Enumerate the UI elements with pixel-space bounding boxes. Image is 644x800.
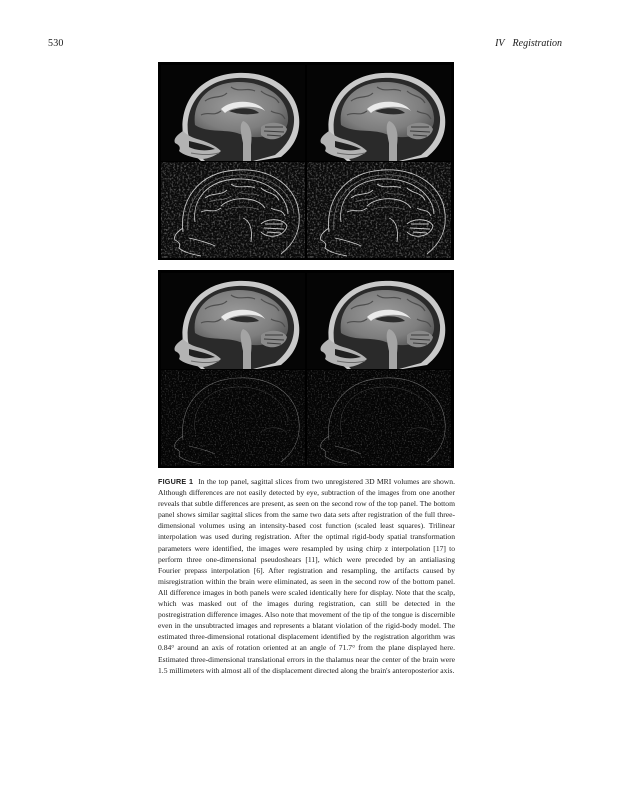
mri-panel-top-graphic [158, 62, 454, 260]
running-head-section: Registration [512, 38, 562, 49]
mri-slice-bottom-right [307, 273, 451, 369]
figure-panel-unregistered [158, 62, 454, 260]
mri-slice-top-left [161, 65, 305, 161]
mri-slice-bottom-left [161, 273, 305, 369]
figure-panel-registered [158, 270, 454, 468]
figure-caption [158, 476, 455, 676]
difference-image-bottom-left [161, 370, 305, 466]
figure-caption-text: In the top panel, sagittal slices from two unregistered 3D MRI volumes are shown. Although differences are not easily detected by eye, subtraction of the images from one another reveals that subtle differences are present, as seen on the second row of the top panel. The bottom panel shows similar sagittal slices from the same two data sets after registration of the full three-dimensional volumes using an intensity-based cost function (scaled least squares). Trilinear interpolation was used during registration. After the optimal rigid-body spatial transformation parameters were identified, the images were resampled by using chirp z interpolation [17] to perform three one-dimensional pseudoshears [11], which were preceded by an antialiasing Fourier prepass interpolation [6]. After registration and resampling, the artifacts caused by misregistration within the brain were eliminated, as seen in the second row of the bottom panel. All difference images in both panels were scaled identically here for display. Note that the scalp, which was masked out of the images during registration, can still be detected in the postregistration difference images. Also note that movement of the tip of the tongue is discernible even in the unsubtracted images and represents a blatant violation of the rigid-body model. The estimated three-dimensional rotational displacement identified by the registration algorithm was 0.84° around an axis of rotation oriented at an angle of 71.7° from the plane displayed here. Estimated three-dimensional translational errors in the thalamus near the center of the brain were 1.5 millimeters with almost all of the displacement directed along the brain's anteroposterior axis. [158, 477, 455, 675]
page-number: 530 [48, 38, 64, 49]
figure-label: FIGURE 1 [158, 477, 194, 486]
mri-panel-bottom-graphic [158, 270, 454, 468]
running-head [495, 38, 562, 49]
difference-image-top-left [161, 162, 305, 258]
running-head-part: IV [495, 38, 505, 49]
mri-slice-top-right [307, 65, 451, 161]
difference-image-bottom-right [307, 370, 451, 466]
difference-image-top-right [307, 162, 451, 258]
